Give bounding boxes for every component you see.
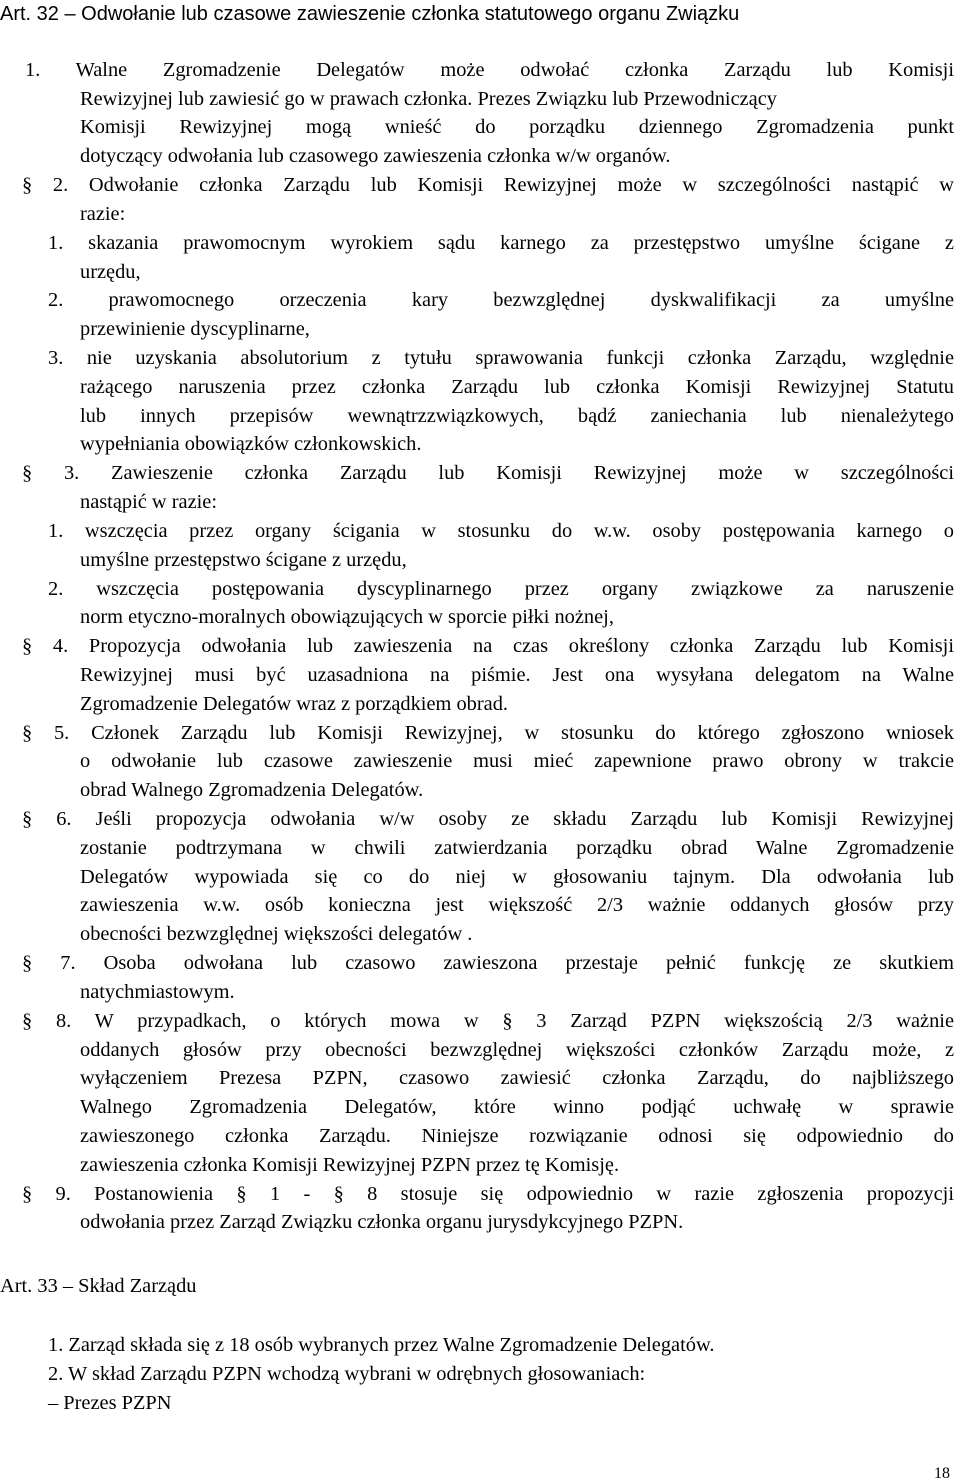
text-line: rażącego naruszenia przez członka Zarządu lub członka Komisji Rewizyjnej Statutu <box>80 376 954 398</box>
text-line: § 8. W przypadkach, o których mowa w § 3 Zarząd PZPN większością 2/3 ważnie <box>22 1010 954 1032</box>
text-line: 1. Walne Zgromadzenie Delegatów może odwołać członka Zarządu lub Komisji <box>25 59 954 81</box>
text-line: wypełniania obowiązków członkowskich. <box>80 433 422 455</box>
text-line: oddanych głosów przy obecności bezwzględnej większości członków Zarządu może, z <box>80 1039 954 1061</box>
text-line: 3. nie uzyskania absolutorium z tytułu sprawowania funkcji członka Zarządu, względnie <box>48 347 954 369</box>
text-line: 1. skazania prawomocnym wyrokiem sądu karnego za przestępstwo umyślne ścigane z <box>48 232 954 254</box>
text-line: przewinienie dyscyplinarne, <box>80 318 310 340</box>
text-line: lub innych przepisów wewnątrzzwiązkowych, bądź zaniechania lub nienależytego <box>80 405 954 427</box>
page-number: 18 <box>934 1465 950 1482</box>
text-line: 2. prawomocnego orzeczenia kary bezwzględnej dyskwalifikacji za umyślne <box>48 289 954 311</box>
text-line: nastąpić w razie: <box>80 491 217 513</box>
text-line: Zgromadzenie Delegatów wraz z porządkiem obrad. <box>80 693 509 715</box>
text-line: § 3. Zawieszenie członka Zarządu lub Komisji Rewizyjnej może w szczególności <box>22 462 954 484</box>
text-line: wyłączeniem Prezesa PZPN, czasowo zawiesić członka Zarządu, do najbliższego <box>80 1067 954 1089</box>
text-line: § 2. Odwołanie członka Zarządu lub Komisji Rewizyjnej może w szczególności nastąpić w <box>22 174 954 196</box>
text-line: norm etyczno-moralnych obowiązujących w sporcie piłki nożnej, <box>80 606 614 628</box>
article-33-title: Art. 33 – Skład Zarządu <box>0 1275 197 1297</box>
text-line: natychmiastowym. <box>80 981 235 1003</box>
text-line: 1. wszczęcia przez organy ścigania w stosunku do w.w. osoby postępowania karnego o <box>48 520 954 542</box>
text-line: Rewizyjnej musi być uzasadniona na piśmie. Jest ona wysyłana delegatom na Walne <box>80 664 954 686</box>
text-line: zawieszenia członka Komisji Rewizyjnej PZPN przez tę Komisję. <box>80 1154 620 1176</box>
text-line: § 9. Postanowienia § 1 - § 8 stosuje się odpowiednio w razie zgłoszenia propozycji <box>22 1183 954 1205</box>
text-line: dotyczący odwołania lub czasowego zawieszenia członka w/w organów. <box>80 145 671 167</box>
text-line: § 7. Osoba odwołana lub czasowo zawieszona przestaje pełnić funkcję ze skutkiem <box>22 952 954 974</box>
text-line: zostanie podtrzymana w chwili zatwierdzania porządku obrad Walne Zgromadzenie <box>80 837 954 859</box>
text-line: obrad Walnego Zgromadzenia Delegatów. <box>80 779 424 801</box>
text-line: zawieszenia w.w. osób konieczna jest większość 2/3 ważnie oddanych głosów przy <box>80 894 954 916</box>
text-line: Delegatów wypowiada się co do niej w głosowaniu tajnym. Dla odwołania lub <box>80 866 954 888</box>
text-line: Rewizyjnej lub zawiesić go w prawach członka. Prezes Związku lub Przewodniczący <box>80 88 777 110</box>
text-line: zawieszonego członka Zarządu. Niniejsze rozwiązanie odnosi się odpowiednio do <box>80 1125 954 1147</box>
text-line: odwołania przez Zarząd Związku członka organu jurysdykcyjnego PZPN. <box>80 1211 684 1233</box>
text-line: 2. wszczęcia postępowania dyscyplinarnego przez organy związkowe za naruszenie <box>48 578 954 600</box>
text-line: razie: <box>80 203 126 225</box>
text-line: 2. W skład Zarządu PZPN wchodzą wybrani w odrębnych głosowaniach: <box>48 1363 646 1385</box>
text-line: urzędu, <box>80 261 141 283</box>
text-line: umyślne przestępstwo ścigane z urzędu, <box>80 549 407 571</box>
text-line: § 5. Członek Zarządu lub Komisji Rewizyjnej, w stosunku do którego zgłoszono wniosek <box>22 722 954 744</box>
text-line: Komisji Rewizyjnej mogą wnieść do porządku dziennego Zgromadzenia punkt <box>80 116 954 138</box>
text-line: Walnego Zgromadzenia Delegatów, które winno podjąć uchwałę w sprawie <box>80 1096 954 1118</box>
text-line: obecności bezwzględnej większości delegatów . <box>80 923 473 945</box>
text-line: § 4. Propozycja odwołania lub zawieszenia na czas określony członka Zarządu lub Komisji <box>22 635 954 657</box>
text-line: – Prezes PZPN <box>48 1392 172 1414</box>
article-32-title: Art. 32 – Odwołanie lub czasowe zawieszenie członka statutowego organu Związku <box>0 3 740 25</box>
text-line: o odwołanie lub czasowe zawieszenie musi mieć zapewnione prawo obrony w trakcie <box>80 750 954 772</box>
text-line: 1. Zarząd składa się z 18 osób wybranych przez Walne Zgromadzenie Delegatów. <box>48 1334 715 1356</box>
text-line: § 6. Jeśli propozycja odwołania w/w osoby ze składu Zarządu lub Komisji Rewizyjnej <box>22 808 954 830</box>
